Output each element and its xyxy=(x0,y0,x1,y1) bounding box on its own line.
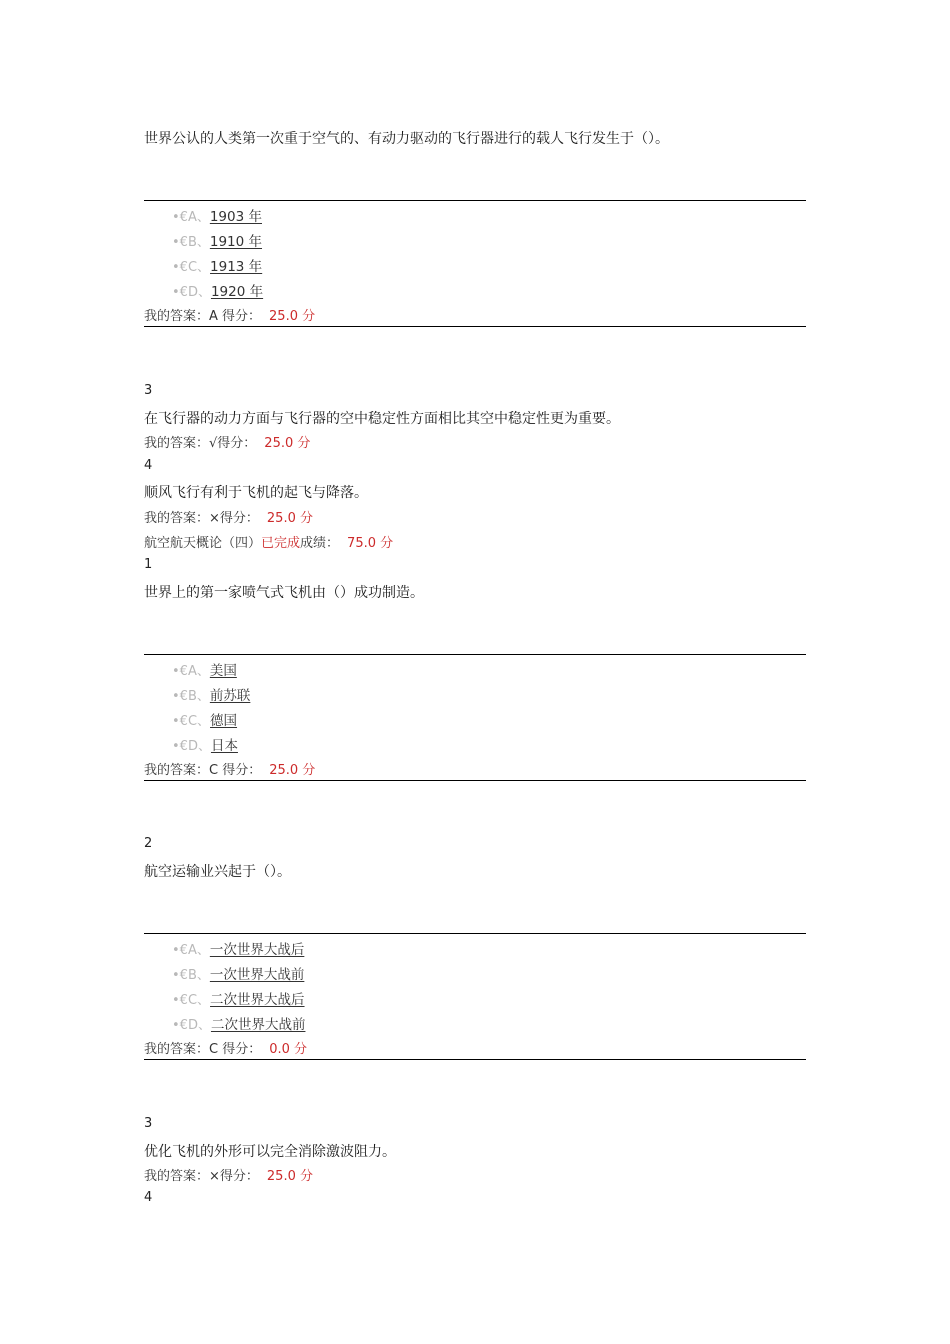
question-text: 优化飞机的外形可以完全消除激波阻力。 xyxy=(144,1144,396,1160)
option-text[interactable]: 美国 xyxy=(209,663,237,679)
answer-label: 我的答案：√得分： xyxy=(144,436,257,451)
option-d[interactable] xyxy=(172,1013,305,1033)
answer-line xyxy=(144,507,313,526)
option-prefix: •€D、 xyxy=(172,285,211,300)
option-prefix: •€C、 xyxy=(172,714,211,729)
divider xyxy=(144,326,806,327)
option-text[interactable]: 前苏联 xyxy=(209,688,251,704)
option-prefix: •€B、 xyxy=(172,235,210,250)
option-text[interactable]: 一次世界大战后 xyxy=(209,942,305,958)
option-c[interactable] xyxy=(172,988,305,1008)
answer-line xyxy=(144,305,315,324)
score-value: 25.0 分 xyxy=(266,1169,313,1184)
answer-label: 我的答案：C 得分： xyxy=(144,763,262,778)
option-text[interactable]: 二次世界大战前 xyxy=(210,1017,306,1033)
option-d[interactable] xyxy=(172,734,238,754)
question-text: 在飞行器的动力方面与飞行器的空中稳定性方面相比其空中稳定性更为重要。 xyxy=(144,411,620,427)
option-prefix: •€D、 xyxy=(172,739,211,754)
score-value: 25.0 分 xyxy=(266,511,313,526)
option-prefix: •€D、 xyxy=(172,1018,211,1033)
completion-status: 已完成 xyxy=(261,536,301,551)
option-prefix: •€A、 xyxy=(172,210,210,225)
option-prefix: •€B、 xyxy=(172,689,210,704)
option-text[interactable]: 二次世界大战后 xyxy=(210,992,305,1008)
question-text: 世界公认的人类第一次重于空气的、有动力驱动的飞行器进行的载人飞行发生于（）。 xyxy=(144,131,669,147)
option-text[interactable]: 一次世界大战前 xyxy=(209,967,305,983)
divider xyxy=(144,933,806,934)
question-number: 1 xyxy=(144,557,153,572)
answer-line xyxy=(144,759,315,778)
score-value: 25.0 分 xyxy=(264,436,311,451)
section-score-label: 成绩： xyxy=(300,536,340,551)
option-c[interactable] xyxy=(172,255,262,275)
option-b[interactable] xyxy=(172,230,262,250)
answer-label: 我的答案：×得分： xyxy=(144,1169,259,1184)
question-number: 3 xyxy=(144,1116,153,1131)
score-value: 0.0 分 xyxy=(269,1042,308,1057)
option-text[interactable]: 1903 年 xyxy=(209,209,262,225)
question-number: 2 xyxy=(144,836,153,851)
answer-line xyxy=(144,1038,307,1057)
question-text: 顺风飞行有利于飞机的起飞与降落。 xyxy=(144,485,368,501)
option-prefix: •€C、 xyxy=(172,260,211,275)
option-prefix: •€A、 xyxy=(172,664,210,679)
question-text: 世界上的第一家喷气式飞机由（）成功制造。 xyxy=(144,585,424,601)
section-header xyxy=(144,532,393,551)
answer-label: 我的答案：×得分： xyxy=(144,511,259,526)
option-text[interactable]: 1910 年 xyxy=(209,234,263,250)
option-text[interactable]: 1913 年 xyxy=(210,259,263,275)
divider xyxy=(144,1059,806,1060)
option-text[interactable]: 1920 年 xyxy=(210,284,264,300)
option-b[interactable] xyxy=(172,963,304,983)
option-d[interactable] xyxy=(172,280,263,300)
option-c[interactable] xyxy=(172,709,237,729)
question-text: 航空运输业兴起于（）。 xyxy=(144,864,291,880)
option-text[interactable]: 日本 xyxy=(210,738,238,754)
option-a[interactable] xyxy=(172,205,262,225)
divider xyxy=(144,780,806,781)
option-prefix: •€A、 xyxy=(172,943,210,958)
section-title: 航空航天概论（四） xyxy=(144,536,262,551)
option-text[interactable]: 德国 xyxy=(210,713,238,729)
option-a[interactable] xyxy=(172,938,304,958)
answer-label: 我的答案：A 得分： xyxy=(144,309,262,324)
answer-line xyxy=(144,432,310,451)
option-prefix: •€B、 xyxy=(172,968,210,983)
option-b[interactable] xyxy=(172,684,250,704)
divider xyxy=(144,654,806,655)
option-prefix: •€C、 xyxy=(172,993,211,1008)
section-score: 75.0 分 xyxy=(347,536,394,551)
answer-line xyxy=(144,1165,313,1184)
answer-label: 我的答案：C 得分： xyxy=(144,1042,262,1057)
option-a[interactable] xyxy=(172,659,237,679)
divider xyxy=(144,200,806,201)
question-number: 4 xyxy=(144,1190,153,1205)
question-number: 3 xyxy=(144,383,153,398)
score-value: 25.0 分 xyxy=(269,763,316,778)
question-number: 4 xyxy=(144,458,153,473)
score-value: 25.0 分 xyxy=(269,309,316,324)
